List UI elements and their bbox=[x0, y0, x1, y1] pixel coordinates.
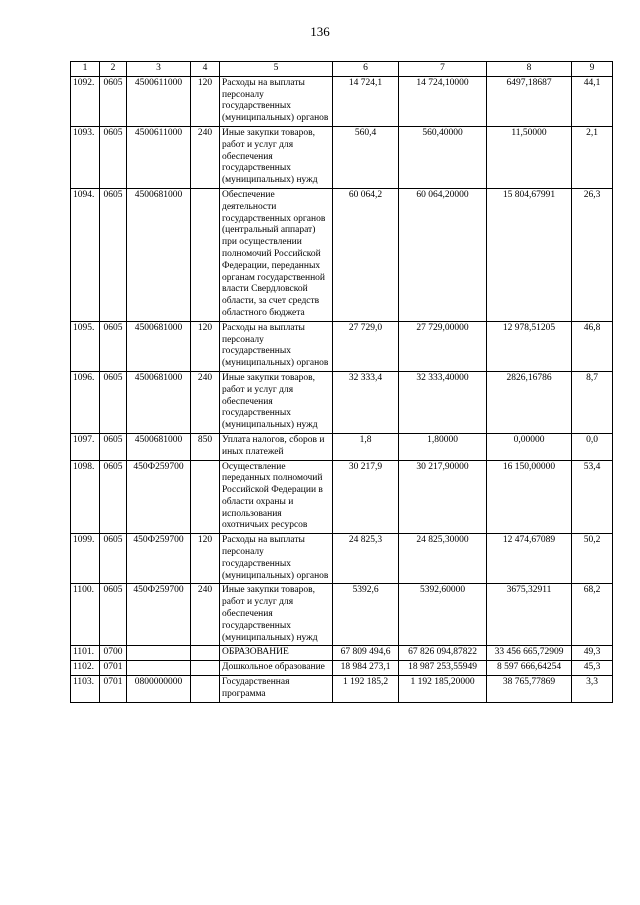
target-article-cell: 4500681000 bbox=[127, 371, 191, 433]
col-header: 3 bbox=[127, 62, 191, 77]
row-number-cell: 1092. bbox=[71, 76, 100, 126]
name-cell: Иные закупки товаров, работ и услуг для обеспечения государственных (муниципальных) нужд bbox=[220, 126, 333, 188]
expense-type-cell: 120 bbox=[191, 534, 220, 584]
refined-amount-cell: 18 987 253,55949 bbox=[399, 661, 487, 676]
table-row bbox=[71, 76, 613, 126]
executed-amount-cell: 12 978,51205 bbox=[487, 321, 572, 371]
expense-type-cell: 240 bbox=[191, 584, 220, 646]
percent-cell: 8,7 bbox=[572, 371, 613, 433]
percent-cell: 53,4 bbox=[572, 460, 613, 534]
table-row bbox=[71, 646, 613, 661]
col-header: 9 bbox=[572, 62, 613, 77]
percent-cell: 26,3 bbox=[572, 188, 613, 321]
approved-amount-cell: 560,4 bbox=[333, 126, 399, 188]
name-cell: Расходы на выплаты персоналу государственных (муниципальных) органов bbox=[220, 321, 333, 371]
target-article-cell: 4500681000 bbox=[127, 188, 191, 321]
percent-cell: 49,3 bbox=[572, 646, 613, 661]
col-header: 4 bbox=[191, 62, 220, 77]
approved-amount-cell: 27 729,0 bbox=[333, 321, 399, 371]
refined-amount-cell: 27 729,00000 bbox=[399, 321, 487, 371]
section-code-cell: 0605 bbox=[100, 433, 127, 460]
expense-type-cell: 120 bbox=[191, 321, 220, 371]
table-row bbox=[71, 661, 613, 676]
col-header: 1 bbox=[71, 62, 100, 77]
expense-type-cell bbox=[191, 460, 220, 534]
approved-amount-cell: 24 825,3 bbox=[333, 534, 399, 584]
name-cell: Иные закупки товаров, работ и услуг для обеспечения государственных (муниципальных) нужд bbox=[220, 371, 333, 433]
approved-amount-cell: 60 064,2 bbox=[333, 188, 399, 321]
executed-amount-cell: 8 597 666,64254 bbox=[487, 661, 572, 676]
percent-cell: 44,1 bbox=[572, 76, 613, 126]
expense-type-cell: 850 bbox=[191, 433, 220, 460]
row-number-cell: 1098. bbox=[71, 460, 100, 534]
page-number: 136 bbox=[310, 24, 330, 39]
col-header: 7 bbox=[399, 62, 487, 77]
table-row bbox=[71, 126, 613, 188]
percent-cell: 46,8 bbox=[572, 321, 613, 371]
executed-amount-cell: 12 474,67089 bbox=[487, 534, 572, 584]
refined-amount-cell: 560,40000 bbox=[399, 126, 487, 188]
percent-cell: 2,1 bbox=[572, 126, 613, 188]
section-code-cell: 0605 bbox=[100, 584, 127, 646]
expense-type-cell bbox=[191, 188, 220, 321]
table-row bbox=[71, 188, 613, 321]
approved-amount-cell: 67 809 494,6 bbox=[333, 646, 399, 661]
table-body bbox=[71, 76, 613, 702]
expense-type-cell: 240 bbox=[191, 126, 220, 188]
table-row bbox=[71, 321, 613, 371]
executed-amount-cell: 38 765,77869 bbox=[487, 676, 572, 703]
col-header: 8 bbox=[487, 62, 572, 77]
section-code-cell: 0700 bbox=[100, 646, 127, 661]
executed-amount-cell: 3675,32911 bbox=[487, 584, 572, 646]
name-cell: Расходы на выплаты персоналу государственных (муниципальных) органов bbox=[220, 534, 333, 584]
col-header: 2 bbox=[100, 62, 127, 77]
name-cell: Государственная программа bbox=[220, 676, 333, 703]
expense-type-cell: 240 bbox=[191, 371, 220, 433]
approved-amount-cell: 5392,6 bbox=[333, 584, 399, 646]
expense-type-cell bbox=[191, 676, 220, 703]
section-code-cell: 0701 bbox=[100, 661, 127, 676]
target-article-cell: 4500681000 bbox=[127, 321, 191, 371]
executed-amount-cell: 2826,16786 bbox=[487, 371, 572, 433]
table-row bbox=[71, 460, 613, 534]
target-article-cell bbox=[127, 646, 191, 661]
expense-type-cell bbox=[191, 661, 220, 676]
approved-amount-cell: 18 984 273,1 bbox=[333, 661, 399, 676]
table-row bbox=[71, 534, 613, 584]
row-number-cell: 1103. bbox=[71, 676, 100, 703]
table-row bbox=[71, 584, 613, 646]
row-number-cell: 1099. bbox=[71, 534, 100, 584]
executed-amount-cell: 11,50000 bbox=[487, 126, 572, 188]
executed-amount-cell: 33 456 665,72909 bbox=[487, 646, 572, 661]
row-number-cell: 1094. bbox=[71, 188, 100, 321]
target-article-cell: 450Ф259700 bbox=[127, 460, 191, 534]
target-article-cell: 4500611000 bbox=[127, 76, 191, 126]
executed-amount-cell: 16 150,00000 bbox=[487, 460, 572, 534]
section-code-cell: 0605 bbox=[100, 460, 127, 534]
percent-cell: 68,2 bbox=[572, 584, 613, 646]
row-number-cell: 1096. bbox=[71, 371, 100, 433]
target-article-cell: 4500681000 bbox=[127, 433, 191, 460]
section-code-cell: 0605 bbox=[100, 188, 127, 321]
name-cell: Иные закупки товаров, работ и услуг для обеспечения государственных (муниципальных) нужд bbox=[220, 584, 333, 646]
col-header: 5 bbox=[220, 62, 333, 77]
target-article-cell bbox=[127, 661, 191, 676]
row-number-cell: 1102. bbox=[71, 661, 100, 676]
table-row bbox=[71, 371, 613, 433]
refined-amount-cell: 60 064,20000 bbox=[399, 188, 487, 321]
table-row bbox=[71, 676, 613, 703]
table-header-row bbox=[71, 62, 613, 77]
row-number-cell: 1093. bbox=[71, 126, 100, 188]
row-number-cell: 1100. bbox=[71, 584, 100, 646]
section-code-cell: 0605 bbox=[100, 76, 127, 126]
refined-amount-cell: 24 825,30000 bbox=[399, 534, 487, 584]
section-code-cell: 0605 bbox=[100, 321, 127, 371]
target-article-cell: 450Ф259700 bbox=[127, 584, 191, 646]
refined-amount-cell: 32 333,40000 bbox=[399, 371, 487, 433]
executed-amount-cell: 0,00000 bbox=[487, 433, 572, 460]
section-code-cell: 0605 bbox=[100, 534, 127, 584]
refined-amount-cell: 1,80000 bbox=[399, 433, 487, 460]
row-number-cell: 1097. bbox=[71, 433, 100, 460]
name-cell: ОБРАЗОВАНИЕ bbox=[220, 646, 333, 661]
approved-amount-cell: 30 217,9 bbox=[333, 460, 399, 534]
percent-cell: 45,3 bbox=[572, 661, 613, 676]
percent-cell: 0,0 bbox=[572, 433, 613, 460]
refined-amount-cell: 30 217,90000 bbox=[399, 460, 487, 534]
target-article-cell: 450Ф259700 bbox=[127, 534, 191, 584]
refined-amount-cell: 14 724,10000 bbox=[399, 76, 487, 126]
name-cell: Обеспечение деятельности государственных органов (центральный аппарат) при осуществлении полномочий Российской Федерации, переданных органам государственной власти Свердловской области, за счет средств областного бюджета bbox=[220, 188, 333, 321]
section-code-cell: 0701 bbox=[100, 676, 127, 703]
section-code-cell: 0605 bbox=[100, 126, 127, 188]
executed-amount-cell: 15 804,67991 bbox=[487, 188, 572, 321]
target-article-cell: 0800000000 bbox=[127, 676, 191, 703]
expense-type-cell: 120 bbox=[191, 76, 220, 126]
row-number-cell: 1101. bbox=[71, 646, 100, 661]
refined-amount-cell: 5392,60000 bbox=[399, 584, 487, 646]
expense-type-cell bbox=[191, 646, 220, 661]
percent-cell: 50,2 bbox=[572, 534, 613, 584]
refined-amount-cell: 1 192 185,20000 bbox=[399, 676, 487, 703]
table-row bbox=[71, 433, 613, 460]
executed-amount-cell: 6497,18687 bbox=[487, 76, 572, 126]
name-cell: Расходы на выплаты персоналу государственных (муниципальных) органов bbox=[220, 76, 333, 126]
approved-amount-cell: 32 333,4 bbox=[333, 371, 399, 433]
row-number-cell: 1095. bbox=[71, 321, 100, 371]
name-cell: Уплата налогов, сборов и иных платежей bbox=[220, 433, 333, 460]
name-cell: Дошкольное образование bbox=[220, 661, 333, 676]
col-header: 6 bbox=[333, 62, 399, 77]
approved-amount-cell: 1 192 185,2 bbox=[333, 676, 399, 703]
refined-amount-cell: 67 826 094,87822 bbox=[399, 646, 487, 661]
approved-amount-cell: 1,8 bbox=[333, 433, 399, 460]
section-code-cell: 0605 bbox=[100, 371, 127, 433]
budget-table bbox=[70, 61, 613, 703]
name-cell: Осуществление переданных полномочий Российской Федерации в области охраны и использования охотничьих ресурсов bbox=[220, 460, 333, 534]
approved-amount-cell: 14 724,1 bbox=[333, 76, 399, 126]
target-article-cell: 4500611000 bbox=[127, 126, 191, 188]
percent-cell: 3,3 bbox=[572, 676, 613, 703]
